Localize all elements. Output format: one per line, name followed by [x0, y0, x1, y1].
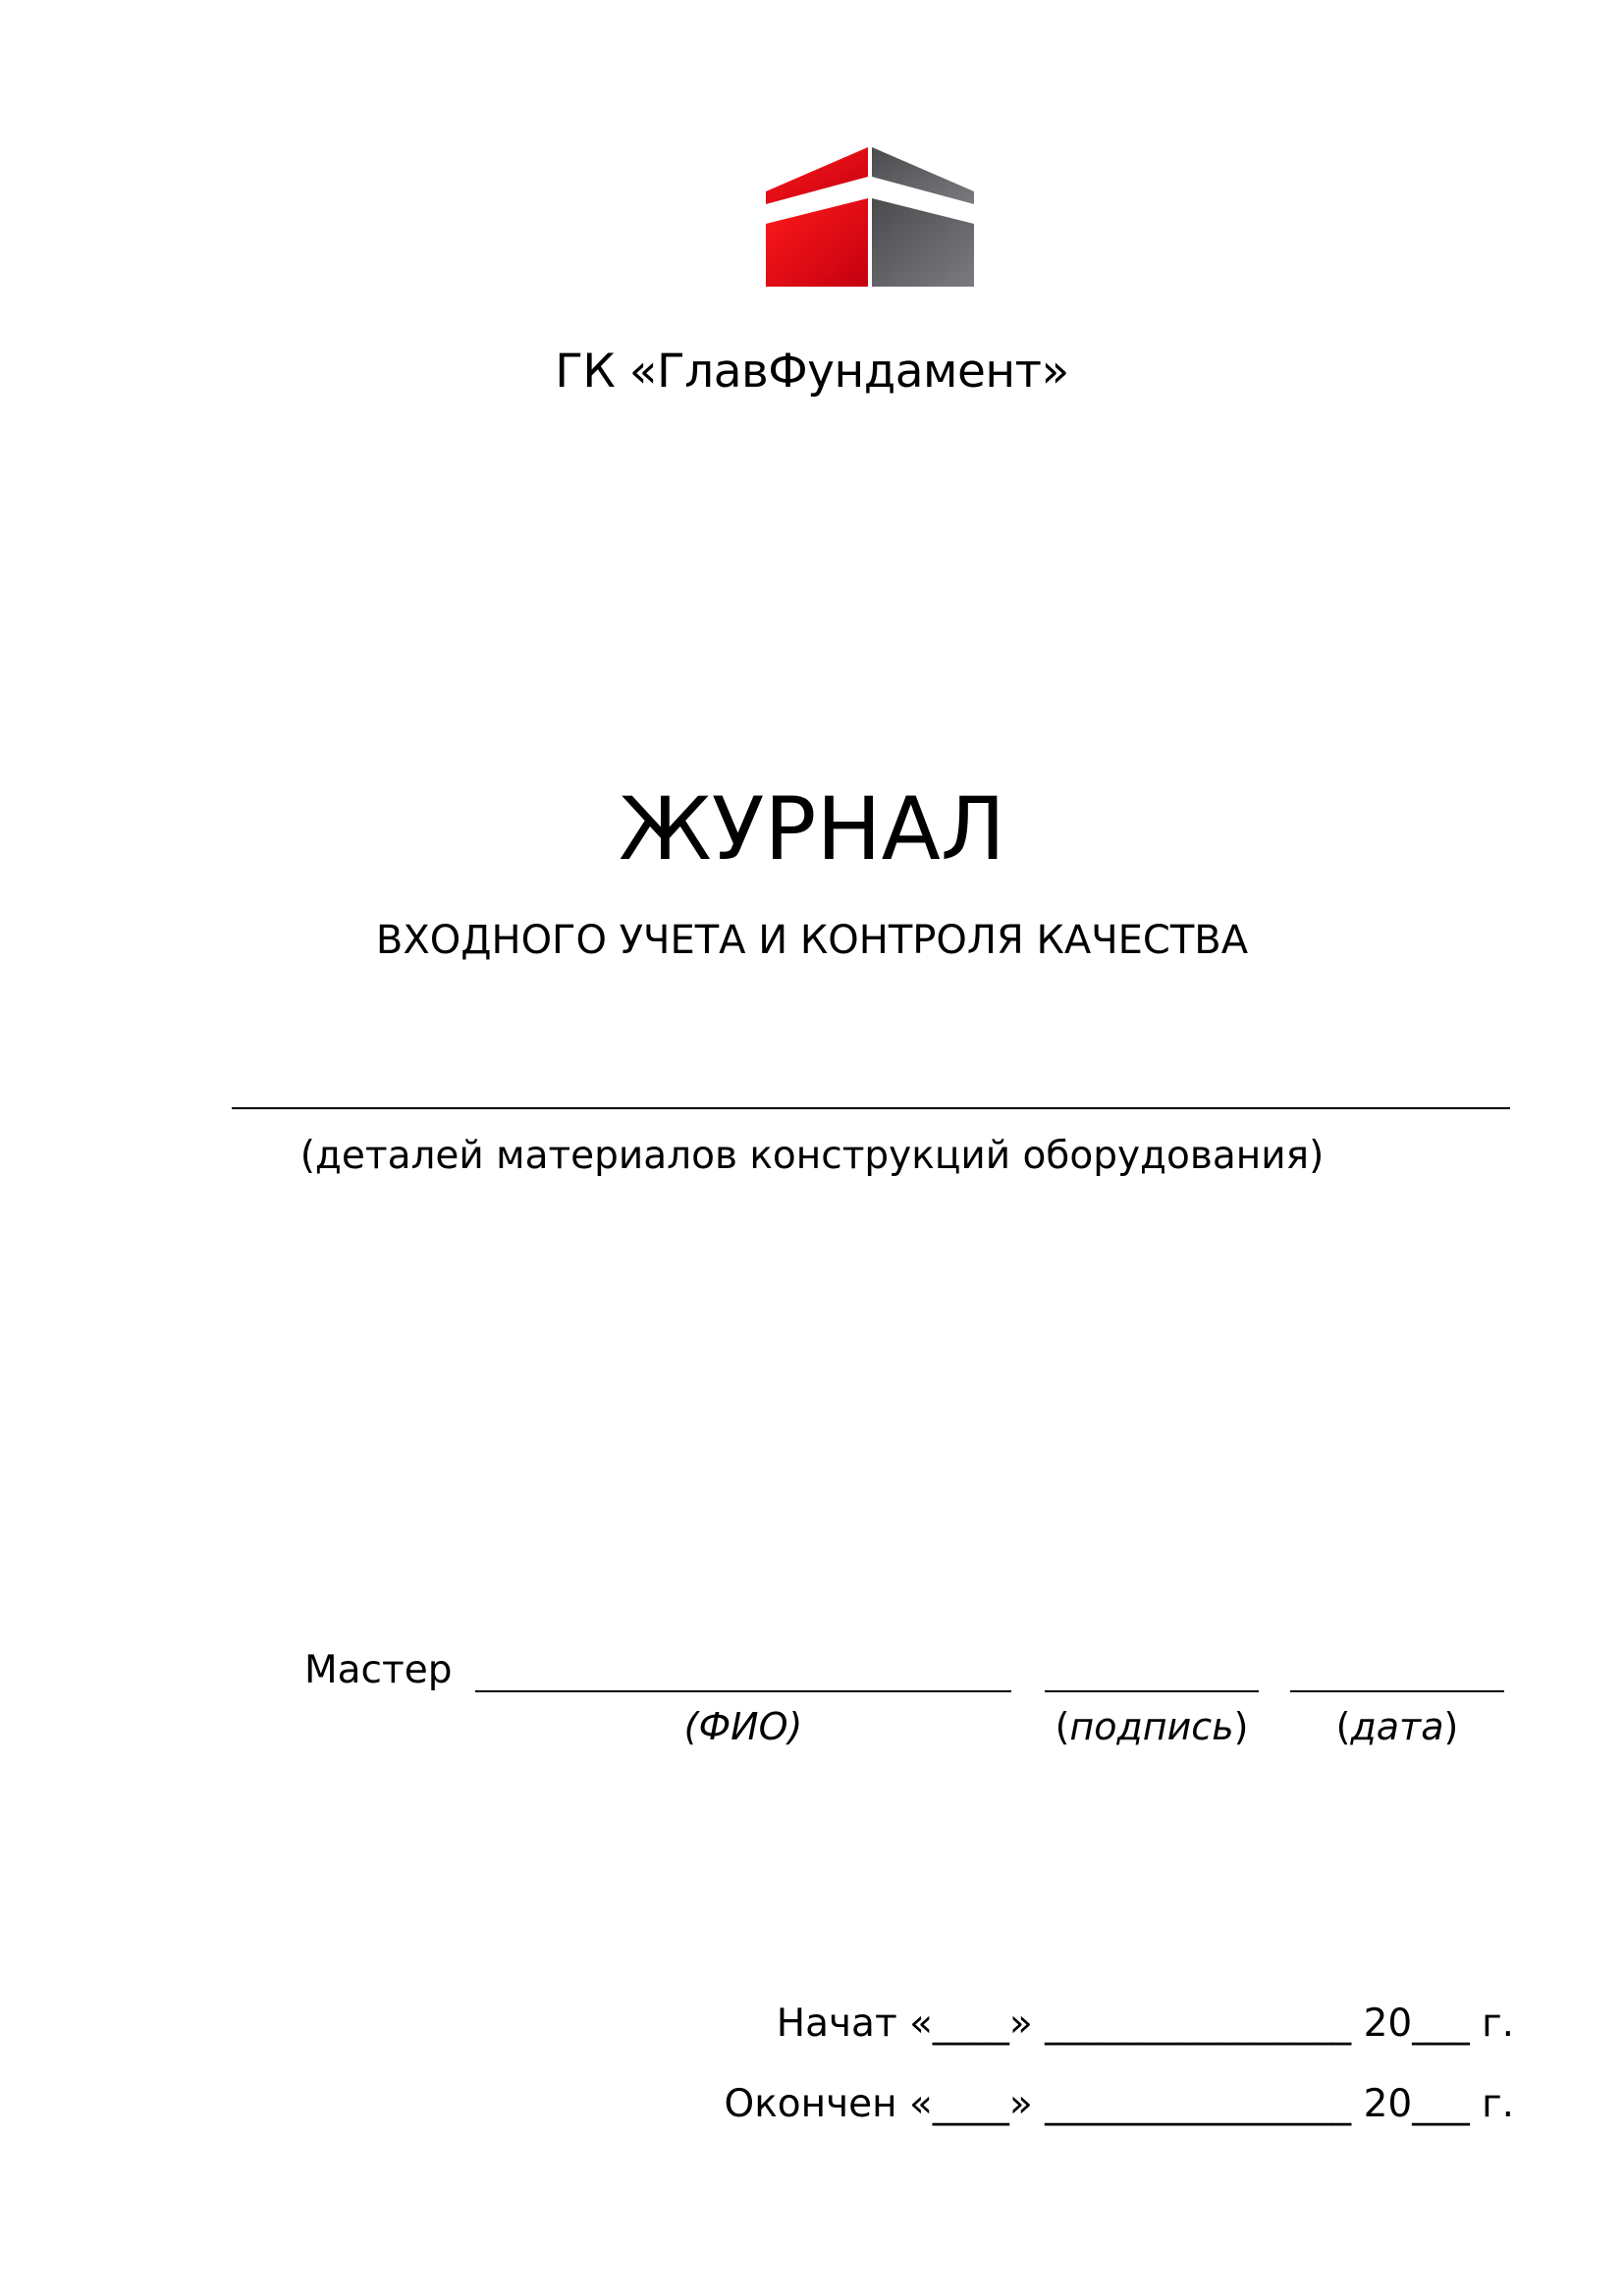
logo-wall-red [766, 198, 868, 287]
date-caption: (дата) [1335, 1705, 1459, 1748]
master-fio-line [475, 1690, 1011, 1692]
logo-roof-red [766, 147, 868, 204]
journal-title: ЖУРНАЛ [618, 778, 1006, 880]
signature-caption: (подпись) [1055, 1705, 1249, 1748]
logo-wall-grey [872, 198, 974, 287]
journal-subtitle: ВХОДНОГО УЧЕТА И КОНТРОЛЯ КАЧЕСТВА [375, 918, 1249, 963]
type-fill-line [232, 1107, 1510, 1109]
master-signature-line [1045, 1690, 1259, 1692]
ended-row: Окончен «____» ________________ 20___ г. [724, 2082, 1514, 2126]
type-caption: (деталей материалов конструкций оборудования) [299, 1134, 1325, 1178]
logo-roof-grey [872, 147, 974, 204]
fio-caption: (ФИО) [683, 1705, 803, 1748]
master-date-line [1290, 1690, 1504, 1692]
company-name: ГК «ГлавФундамент» [555, 345, 1069, 399]
company-logo [766, 147, 976, 287]
master-label: Мастер [304, 1648, 453, 1692]
started-row: Начат «____» ________________ 20___ г. [776, 2002, 1514, 2046]
